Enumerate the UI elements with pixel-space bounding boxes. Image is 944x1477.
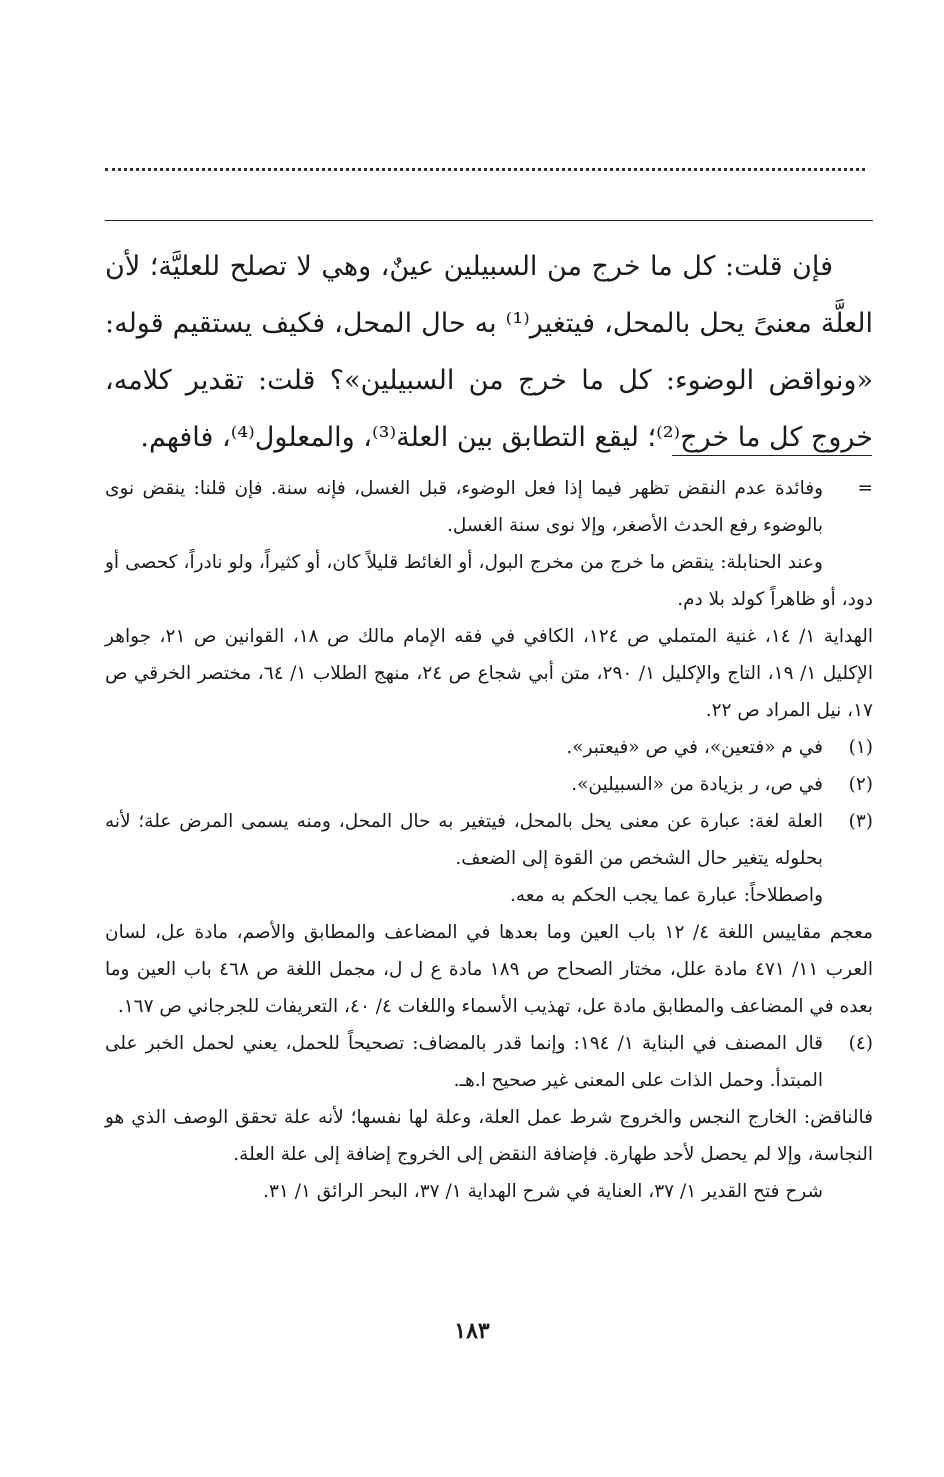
footnote-mark: = — [857, 478, 873, 499]
footnote-text: في ص، ر بزيادة من «السبيلين». — [571, 774, 823, 795]
footnote-sources: الهداية ١/ ١٤، غنية المتملي ص ١٢٤، الكافي في فقه الإمام مالك ص ١٨، القوانين ص ٢١، جواهر الإكليل ١/ ١٩، التاج والإكليل ١/ ٢٩٠، متن أبي شجاع ص ٢٤، منهج الطلاب ١/ ٦٤، مختصر الخرقي ص ١٧، نيل المراد ص ٢٢. — [105, 626, 873, 721]
top-rule — [105, 220, 873, 221]
footnote-text: العلة لغة: عبارة عن معنى يحل بالمحل، فيتغير به حال المحل، ومنه يسمى المرض علة؛ لأنه بحلوله يتغير حال الشخص من القوة إلى الضعف. — [105, 811, 823, 869]
footnote-4-extra-block — [105, 1099, 873, 1210]
footnote-text: في م «فتعين»، في ص «فيعتبر». — [566, 737, 823, 758]
footnote-mark: (٢) — [848, 774, 873, 795]
main-text-block — [105, 238, 873, 466]
footnote-mark: (٣) — [848, 811, 873, 832]
page-number: ١٨٣ — [454, 1318, 490, 1344]
footnote-3 — [105, 803, 873, 914]
footnote-2 — [105, 766, 873, 803]
footnote-text: قال المصنف في البناية ١/ ١٩٤: وإنما قدر بالمضاف: تصحيحاً للحمل، يعني لحمل الخبر على المبتدأ. وحمل الذات على المعنى غير صحيح ا.هـ. — [105, 1033, 823, 1091]
footnote-mark: (٤) — [848, 1033, 873, 1054]
footnote-4 — [105, 1025, 873, 1099]
footnote-sources: شرح فتح القدير ١/ ٣٧، العناية في شرح الهداية ١/ ٣٧، البحر الرائق ١/ ٣١. — [263, 1181, 823, 1202]
footnote-text: وعند الحنابلة: ينقض ما خرج من مخرج البول، أو الغائط قليلاً كان، أو كثيراً، ولو نادراً، كحصى أو دود، أو ظاهراً كولد بلا دم. — [105, 552, 873, 610]
dotted-separator — [105, 168, 865, 171]
footnotes — [105, 470, 873, 1210]
footnote-continuation-paragraphs — [105, 544, 873, 729]
footnote-mark: (١) — [848, 737, 873, 758]
main-paragraph: فإن قلت: كل ما خرج من السبيلين عينٌ، وهي لا تصلح للعليَّة؛ لأن العلَّة معنىً يحل بالمحل، فيتغير⁽¹⁾ به حال المحل، فكيف يستقيم قوله: «ونواقض الوضوء: كل ما خرج من السبيلين»؟ قلت: تقدير كلامه، خروج كل ما خرج⁽²⁾؛ ليقع التطابق بين العلة⁽³⁾، والمعلول⁽⁴⁾، فافهم. — [105, 251, 873, 453]
footnote-separator — [672, 455, 872, 456]
footnote-text: وفائدة عدم النقض تظهر فيما إذا فعل الوضوء، قبل الغسل، فإنه سنة. فإن قلنا: ينقض نوى بالوضوء رفع الحدث الأصغر، وإلا نوى سنة الغسل. — [105, 478, 823, 536]
footnote-1 — [105, 729, 873, 766]
footnote-sources: معجم مقاييس اللغة ٤/ ١٢ باب العين وما بعدها في المضاعف والمطابق والأصم، مادة عل، لسان العرب ١١/ ٤٧١ مادة علل، مختار الصحاح ص ١٨٩ مادة ع ل ل، مجمل اللغة ص ٤٦٨ باب العين وما بعده في المضاعف والمطابق مادة عل، تهذيب الأسماء واللغات ٤/ ٤٠، التعريفات للجرجاني ص ١٦٧. — [105, 922, 873, 1017]
footnote-3-sources-block — [105, 914, 873, 1025]
footnote-continuation — [105, 470, 873, 544]
footnote-text: واصطلاحاً: عبارة عما يجب الحكم به معه. — [509, 885, 823, 906]
footnote-text: فالناقض: الخارج النجس والخروج شرط عمل العلة، وعلة لها نفسها؛ لأنه علة تحقق الوصف الذي هو النجاسة، وإلا لم يحصل لأحد طهارة. فإضافة النقض إلى الخروج إضافة إلى علة العلة. — [105, 1107, 873, 1165]
